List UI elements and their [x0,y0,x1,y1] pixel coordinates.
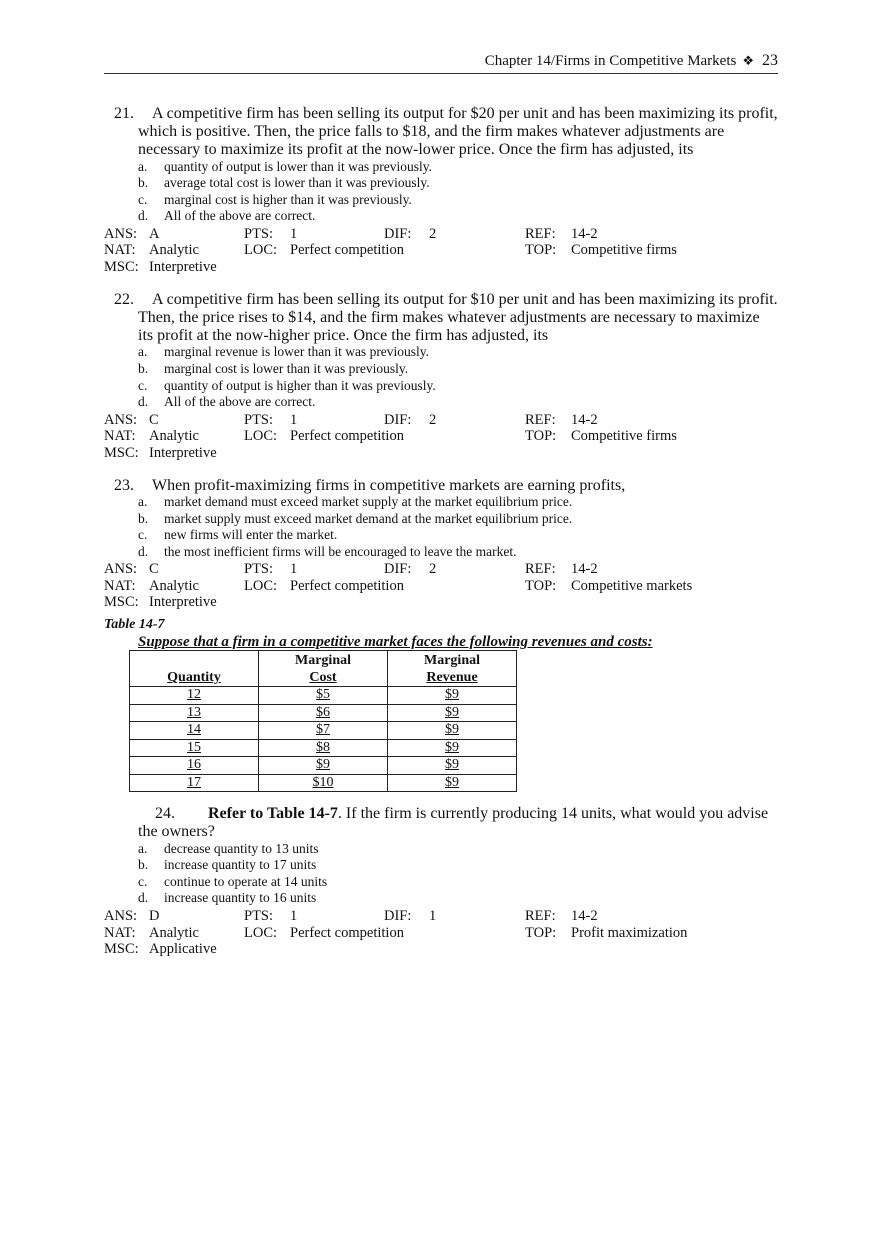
ans-label: ANS: [104,226,138,242]
option-text: new firms will enter the market. [164,527,338,542]
pts-label: PTS: [244,908,274,924]
msc-label: MSC: [104,259,139,275]
table-cell: $5 [259,687,388,705]
option-text: continue to operate at 14 units [164,874,328,889]
page-header [104,52,778,74]
question-number: 21. [114,105,134,122]
header-line: Marginal [295,653,351,668]
answer-meta-row [104,908,784,924]
answer-option [138,511,572,527]
msc-value: Applicative [149,941,217,957]
ans-label: ANS: [104,561,138,577]
option-letter: c. [138,874,148,889]
table-cell: $9 [388,757,517,775]
option-letter: d. [138,394,149,409]
ref-label: REF: [525,561,556,577]
pts-value: 1 [290,412,298,428]
table-cell: $9 [388,687,517,705]
table-cell: 17 [130,774,259,792]
loc-label: LOC: [244,242,278,258]
ref-label: REF: [525,226,556,242]
table-cell: 12 [130,687,259,705]
answer-option [138,890,316,906]
ref-label: REF: [525,412,556,428]
top-label: TOP: [525,578,557,594]
question-stem [138,105,778,159]
question-number: 23. [114,477,134,494]
question-number: 24. [155,805,175,822]
column-header [130,651,259,687]
option-letter: c. [138,192,148,207]
top-label: TOP: [525,242,557,258]
ans-label: ANS: [104,412,138,428]
answer-option [138,208,315,224]
answer-option [138,361,408,377]
loc-value: Perfect competition [290,428,404,444]
table-row [130,739,517,757]
chapter-title: Chapter 14/Firms in Competitive Markets [484,53,737,69]
option-text: quantity of output is lower than it was previously. [164,159,432,174]
table-cell: $9 [388,722,517,740]
pts-value: 1 [290,908,298,924]
answer-meta-row [104,259,784,275]
answer-option [138,394,315,410]
ref-value: 14-2 [571,908,598,924]
dif-value: 2 [429,412,437,428]
option-text: All of the above are correct. [164,394,316,409]
option-text: quantity of output is higher than it was previously. [164,378,436,393]
question-stem [138,477,778,495]
loc-label: LOC: [244,428,278,444]
question-text: . If the firm is currently producing 14 units, what would you advise the owners? [138,805,769,840]
answer-option [138,857,316,873]
table-row [130,774,517,792]
loc-value: Perfect competition [290,578,404,594]
nat-label: NAT: [104,242,136,258]
option-letter: d. [138,208,149,223]
option-text: marginal cost is higher than it was previously. [164,192,412,207]
nat-value: Analytic [149,578,199,594]
table-cell: $9 [388,704,517,722]
nat-label: NAT: [104,428,136,444]
answer-meta-row [104,578,784,594]
table-row [130,757,517,775]
ref-value: 14-2 [571,561,598,577]
answer-option [138,378,436,394]
answer-meta-row [104,445,784,461]
msc-value: Interpretive [149,594,217,610]
dif-label: DIF: [384,226,412,242]
pts-label: PTS: [244,412,274,428]
table-description: Suppose that a firm in a competitive market faces the following revenues and costs: [138,634,653,650]
dif-label: DIF: [384,908,412,924]
answer-meta-row [104,226,784,242]
question-stem [138,291,778,345]
dif-label: DIF: [384,561,412,577]
option-text: market demand must exceed market supply at the market equilibrium price. [164,494,573,509]
option-letter: a. [138,159,148,174]
answer-meta-row [104,941,784,957]
answer-option [138,175,430,191]
ans-label: ANS: [104,908,138,924]
diamond-icon: ❖ [742,53,754,68]
table-cell: $7 [259,722,388,740]
msc-label: MSC: [104,594,139,610]
option-letter: b. [138,361,149,376]
column-header [259,651,388,687]
question-text: When profit-maximizing firms in competitive markets are earning profits, [152,477,626,494]
dif-value: 1 [429,908,437,924]
dif-value: 2 [429,561,437,577]
msc-label: MSC: [104,941,139,957]
option-letter: c. [138,378,148,393]
option-text: marginal revenue is lower than it was previously. [164,344,430,359]
msc-label: MSC: [104,445,139,461]
option-text: All of the above are correct. [164,208,316,223]
answer-meta-row [104,242,784,258]
msc-value: Interpretive [149,259,217,275]
top-value: Competitive firms [571,428,677,444]
answer-option [138,527,337,543]
data-table [129,650,517,792]
header-line: Cost [309,670,337,685]
option-letter: a. [138,841,148,856]
question-number: 22. [114,291,134,308]
loc-label: LOC: [244,578,278,594]
answer-option [138,544,517,560]
pts-value: 1 [290,561,298,577]
pts-value: 1 [290,226,298,242]
option-letter: c. [138,527,148,542]
question-text: A competitive firm has been selling its output for $10 per unit and has been maximizing its profit. Then, the price rises to $14, and the firm makes whatever adjustments are necessary to maximize its profit at the now-higher price. Once the firm has adjusted, its [138,291,778,344]
table-cell: 15 [130,739,259,757]
ans-value: C [149,412,159,428]
option-letter: a. [138,494,148,509]
table-cell: 14 [130,722,259,740]
top-label: TOP: [525,428,557,444]
nat-label: NAT: [104,925,136,941]
loc-label: LOC: [244,925,278,941]
dif-value: 2 [429,226,437,242]
table-cell: $9 [259,757,388,775]
dif-label: DIF: [384,412,412,428]
pts-label: PTS: [244,561,274,577]
answer-option [138,494,572,510]
table-cell: 16 [130,757,259,775]
nat-value: Analytic [149,925,199,941]
option-text: decrease quantity to 13 units [164,841,319,856]
ref-label: REF: [525,908,556,924]
option-letter: d. [138,890,149,905]
ref-value: 14-2 [571,412,598,428]
table-cell: $6 [259,704,388,722]
nat-value: Analytic [149,242,199,258]
answer-option [138,192,412,208]
answer-meta-row [104,925,784,941]
pts-label: PTS: [244,226,274,242]
table-header-row [130,651,517,687]
answer-option [138,344,429,360]
ans-value: A [149,226,160,242]
page-number: 23 [762,52,778,69]
option-text: increase quantity to 16 units [164,890,317,905]
option-letter: a. [138,344,148,359]
option-letter: b. [138,511,149,526]
nat-value: Analytic [149,428,199,444]
answer-option [138,841,318,857]
table-cell: 13 [130,704,259,722]
loc-value: Perfect competition [290,242,404,258]
option-text: average total cost is lower than it was previously. [164,175,430,190]
question-reference: Refer to Table 14-7 [208,805,338,822]
loc-value: Perfect competition [290,925,404,941]
top-value: Competitive firms [571,242,677,258]
column-header [388,651,517,687]
option-text: market supply must exceed market demand at the market equilibrium price. [164,511,573,526]
table-cell: $8 [259,739,388,757]
answer-meta-row [104,428,784,444]
answer-option [138,874,327,890]
table-cell: $9 [388,774,517,792]
table-row [130,687,517,705]
answer-meta-row [104,594,784,610]
answer-option [138,159,432,175]
table-row [130,704,517,722]
msc-value: Interpretive [149,445,217,461]
header-line: Marginal [424,653,480,668]
option-letter: b. [138,175,149,190]
top-label: TOP: [525,925,557,941]
question-stem [138,805,778,841]
table-label: Table 14-7 [104,617,165,632]
header-line: Quantity [167,670,221,685]
header-line: Revenue [426,670,478,685]
option-text: increase quantity to 17 units [164,857,317,872]
answer-meta-row [104,561,784,577]
table-cell: $9 [388,739,517,757]
table-cell: $10 [259,774,388,792]
option-text: the most inefficient firms will be encouraged to leave the market. [164,544,517,559]
ans-value: C [149,561,159,577]
option-letter: b. [138,857,149,872]
top-value: Profit maximization [571,925,688,941]
option-letter: d. [138,544,149,559]
answer-meta-row [104,412,784,428]
nat-label: NAT: [104,578,136,594]
ans-value: D [149,908,160,924]
question-text: A competitive firm has been selling its output for $20 per unit and has been maximizing its profit, which is positive. Then, the price falls to $18, and the firm makes whatever adjustments are necessary to maximize its profit at the now-lower price. Once the firm has adjusted, its [138,105,778,158]
ref-value: 14-2 [571,226,598,242]
option-text: marginal cost is lower than it was previously. [164,361,409,376]
top-value: Competitive markets [571,578,693,594]
table-row [130,722,517,740]
